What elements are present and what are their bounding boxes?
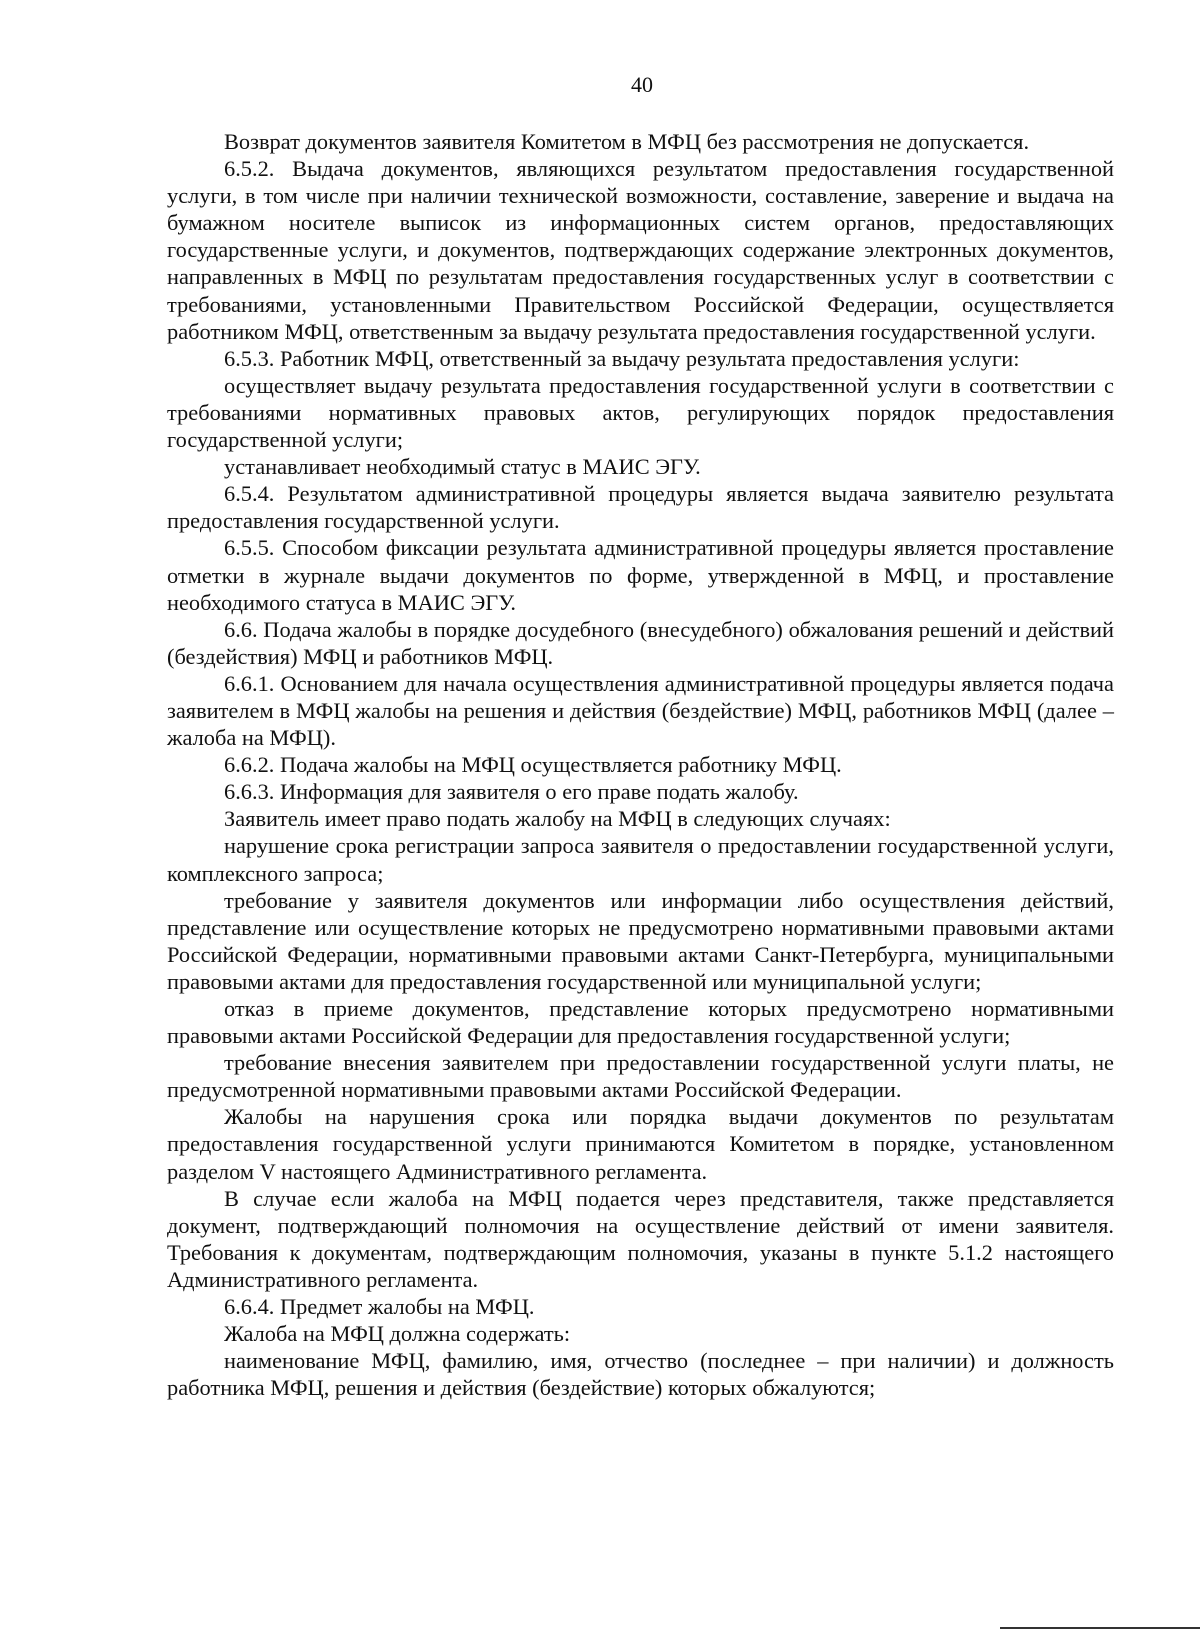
paragraph: нарушение срока регистрации запроса заявителя о предоставлении государственной услуги, комплексного запроса;: [167, 833, 1114, 886]
paragraph: 6.6.3. Информация для заявителя о его праве подать жалобу.: [224, 779, 799, 805]
paragraph: требование у заявителя документов или информации либо осуществления действий, представление или осуществление которых не предусмотрено нормативными правовыми актами Российской Федерации, нормативными правовыми актами Санкт-Петербурга, муниципальными правовыми актами для предоставления государственной или муниципальной услуги;: [167, 887, 1114, 994]
paragraph: В случае если жалоба на МФЦ подается через представителя, также представляется документ, подтверждающий полномочия на осуществление действий от имени заявителя. Требования к документам, подтверждающим полномочия, указаны в пункте 5.1.2 настоящего Административного регламента.: [167, 1185, 1114, 1292]
paragraph: осуществляет выдачу результата предоставления государственной услуги в соответствии с требованиями нормативных правовых актов, регулирующих порядок предоставления государственной услуги;: [167, 372, 1114, 453]
paragraph: наименование МФЦ, фамилию, имя, отчество (последнее – при наличии) и должность работника МФЦ, решения и действия (бездействие) которых обжалуются;: [167, 1348, 1114, 1401]
paragraph: 6.5.4. Результатом административной процедуры является выдача заявителю результата предоставления государственной услуги.: [167, 481, 1114, 534]
paragraph: устанавливает необходимый статус в МАИС ЭГУ.: [224, 454, 701, 480]
paragraph: Жалоба на МФЦ должна содержать:: [224, 1321, 571, 1347]
paragraph: Заявитель имеет право подать жалобу на МФЦ в следующих случаях:: [224, 806, 891, 832]
paragraph: отказ в приеме документов, представление которых предусмотрено нормативными правовыми актами Российской Федерации для предоставления государственной услуги;: [167, 996, 1114, 1049]
paragraph: 6.6.2. Подача жалобы на МФЦ осуществляется работнику МФЦ.: [224, 752, 842, 778]
paragraph: 6.6.4. Предмет жалобы на МФЦ.: [224, 1294, 535, 1320]
paragraph: Жалобы на нарушения срока или порядка выдачи документов по результатам предоставления государственной услуги принимаются Комитетом в порядке, установленном разделом V настоящего Административного регламента.: [167, 1104, 1114, 1184]
paragraph: Возврат документов заявителя Комитетом в МФЦ без рассмотрения не допускается.: [224, 129, 1030, 154]
paragraph: 6.6. Подача жалобы в порядке досудебного (внесудебного) обжалования решений и действий (бездействия) МФЦ и работников МФЦ.: [167, 616, 1114, 669]
document-body: [167, 128, 1114, 1401]
paragraph: 6.5.2. Выдача документов, являющихся результатом предоставления государственной услуги, в том числе при наличии технической возможности, составление, заверение и выдача на бумажном носителе выписок из информационных систем органов, предоставляющих государственные услуги, и документов, подтверждающих содержание электронных документов, направленных в МФЦ по результатам предоставления государственных услуг в соответствии с требованиями, установленными Правительством Российской Федерации, осуществляется работником МФЦ, ответственным за выдачу результата предоставления государственной услуги.: [167, 156, 1114, 344]
paragraph: требование внесения заявителем при предоставлении государственной услуги платы, не предусмотренной нормативными правовыми актами Российской Федерации.: [167, 1050, 1114, 1103]
scan-edge-line: [1000, 1627, 1200, 1629]
paragraph: 6.5.5. Способом фиксации результата административной процедуры является проставление отметки в журнале выдачи документов по форме, утвержденной в МФЦ, и проставление необходимого статуса в МАИС ЭГУ.: [167, 535, 1114, 615]
paragraph: 6.6.1. Основанием для начала осуществления административной процедуры является подача заявителем в МФЦ жалобы на решения и действия (бездействие) МФЦ, работников МФЦ (далее – жалоба на МФЦ).: [167, 670, 1114, 751]
paragraph: 6.5.3. Работник МФЦ, ответственный за выдачу результата предоставления услуги:: [224, 345, 1020, 371]
page-number: 40: [631, 72, 653, 97]
